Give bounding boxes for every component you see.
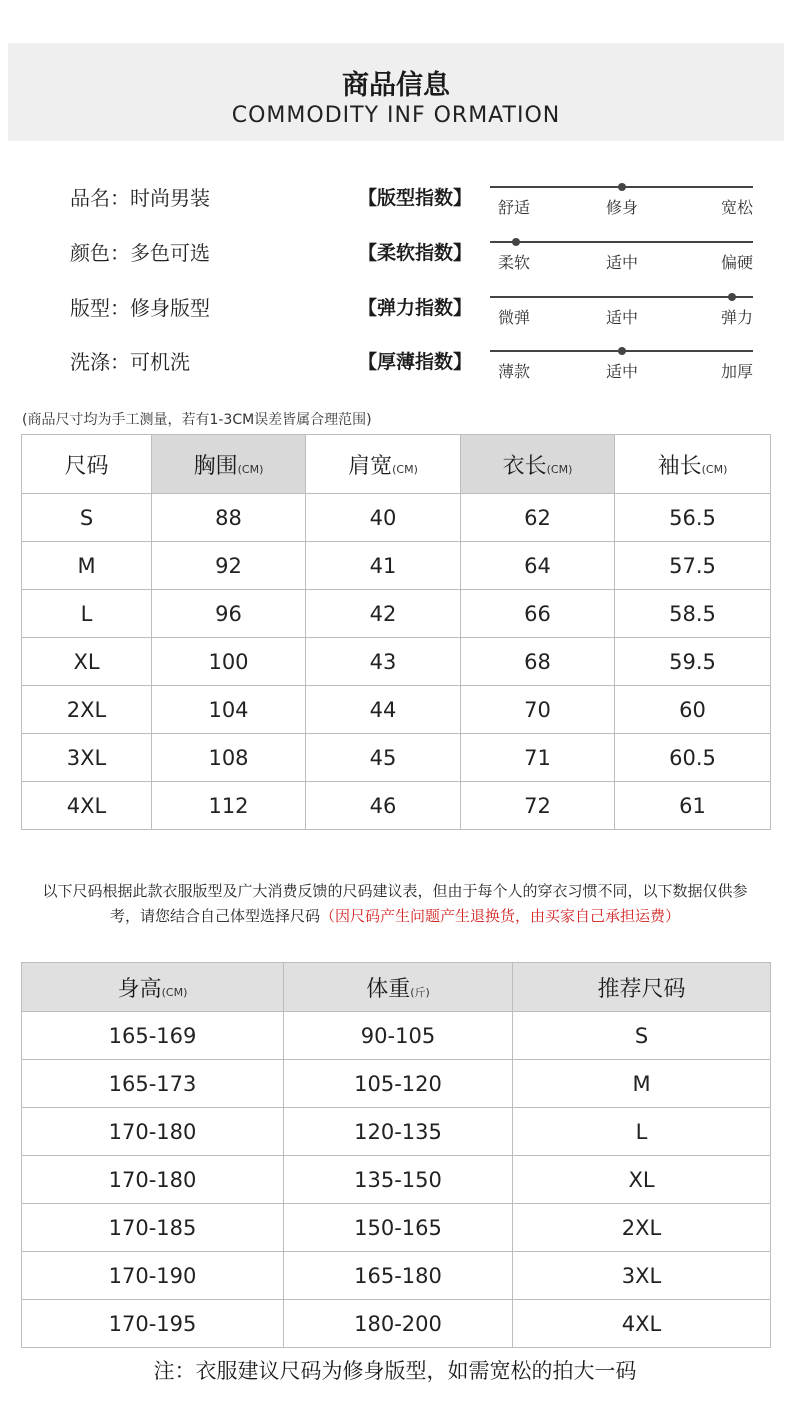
product-color: 颜色：多色可选: [70, 241, 210, 265]
scale-label-high: 宽松: [720, 198, 753, 217]
table-row: [22, 1060, 771, 1108]
table-row: [22, 782, 771, 830]
table-cell: 135-150: [284, 1156, 513, 1204]
table-cell: 43: [306, 638, 461, 686]
advice-text: 以下尺码根据此款衣服版型及广大消费反馈的尺码建议表，但由于每个人的穿衣习惯不同，以下数据仅供参考，请您结合自己体型选择尺码: [42, 882, 748, 925]
scale-label-high: 弹力: [720, 308, 753, 327]
header-cell: [461, 435, 615, 494]
product-washing: 洗涤：可机洗: [70, 350, 190, 374]
header-cell: [22, 435, 152, 494]
table-row: [22, 494, 771, 542]
page-subtitle: COMMODITY INF ORMATION: [231, 103, 561, 128]
table-cell: 88: [152, 494, 306, 542]
header-cell: [306, 435, 461, 494]
table-cell: 44: [306, 686, 461, 734]
thickness-index-label: 【厚薄指数】: [358, 351, 473, 373]
table-row: [22, 1300, 771, 1348]
header-unit: (CM): [237, 462, 264, 476]
table-cell: M: [513, 1060, 771, 1108]
scale-line: [490, 296, 753, 298]
table-cell: 112: [152, 782, 306, 830]
table-cell: 170-190: [22, 1252, 284, 1300]
scale-label-low: 舒适: [498, 198, 531, 217]
softness-index-scale: [490, 238, 753, 272]
scale-label-low: 柔软: [498, 253, 531, 272]
scale-label-mid: 适中: [606, 362, 639, 381]
header-cell: [284, 963, 513, 1012]
scale-label-mid: 适中: [606, 253, 639, 272]
header-unit: (CM): [392, 462, 418, 476]
table-cell: 58.5: [615, 590, 771, 638]
scale-label-mid: 修身: [606, 198, 639, 217]
measurement-note: (商品尺寸均为手工测量，若有1-3CM误差皆属合理范围): [22, 412, 372, 428]
fit-index-label: 【版型指数】: [358, 187, 473, 209]
scale-marker: [618, 183, 626, 191]
table-cell: S: [513, 1012, 771, 1060]
header-label: 体重: [366, 976, 411, 1002]
size-table: [21, 434, 771, 830]
table-cell: 170-180: [22, 1108, 284, 1156]
rec-table-header: [22, 963, 771, 1012]
page-title: 商品信息: [342, 70, 450, 101]
table-cell: 108: [152, 734, 306, 782]
table-row: [22, 1108, 771, 1156]
table-row: [22, 1012, 771, 1060]
table-cell: 150-165: [284, 1204, 513, 1252]
scale-label-low: 微弹: [498, 308, 531, 327]
table-cell: 92: [152, 542, 306, 590]
header-unit: (CM): [701, 462, 728, 476]
table-cell: 165-180: [284, 1252, 513, 1300]
scale-label-low: 薄款: [498, 362, 531, 381]
table-cell: 105-120: [284, 1060, 513, 1108]
elasticity-index-label: 【弹力指数】: [358, 297, 473, 319]
header-cell: [152, 435, 306, 494]
table-cell: XL: [513, 1156, 771, 1204]
table-cell: 170-195: [22, 1300, 284, 1348]
table-cell: 56.5: [615, 494, 771, 542]
table-cell: M: [22, 542, 152, 590]
table-cell: 42: [306, 590, 461, 638]
header-banner: [8, 43, 784, 141]
table-cell: 66: [461, 590, 615, 638]
header-label: 衣长: [502, 453, 547, 479]
table-row: [22, 734, 771, 782]
table-cell: 45: [306, 734, 461, 782]
scale-label-high: 加厚: [720, 362, 753, 381]
table-cell: L: [513, 1108, 771, 1156]
table-cell: 41: [306, 542, 461, 590]
thickness-index-scale: [490, 347, 753, 381]
product-name: 品名：时尚男装: [70, 186, 210, 210]
table-cell: 180-200: [284, 1300, 513, 1348]
table-cell: 57.5: [615, 542, 771, 590]
header-cell: [615, 435, 771, 494]
header-unit: (CM): [546, 462, 573, 476]
table-cell: 3XL: [513, 1252, 771, 1300]
header-label: 袖长: [657, 453, 702, 479]
header-label: 尺码: [64, 453, 109, 479]
table-cell: 96: [152, 590, 306, 638]
scale-label-mid: 适中: [606, 308, 639, 327]
footer-note: 注：衣服建议尺码为修身版型，如需宽松的拍大一码: [153, 1359, 637, 1383]
scale-marker: [618, 347, 626, 355]
table-cell: L: [22, 590, 152, 638]
header-cell: [513, 963, 771, 1012]
scale-label-high: 偏硬: [720, 253, 753, 272]
table-cell: 4XL: [22, 782, 152, 830]
table-row: [22, 1156, 771, 1204]
header-label: 胸围: [193, 453, 238, 479]
table-cell: 70: [461, 686, 615, 734]
size-advice-note: [30, 879, 760, 929]
table-cell: 3XL: [22, 734, 152, 782]
table-cell: S: [22, 494, 152, 542]
header-cell: [22, 963, 284, 1012]
table-cell: 170-180: [22, 1156, 284, 1204]
table-cell: 170-185: [22, 1204, 284, 1252]
elasticity-index-scale: [490, 293, 753, 327]
table-cell: 62: [461, 494, 615, 542]
softness-index-label: 【柔软指数】: [358, 242, 473, 264]
table-cell: 59.5: [615, 638, 771, 686]
table-cell: 165-169: [22, 1012, 284, 1060]
table-cell: 72: [461, 782, 615, 830]
table-cell: 2XL: [22, 686, 152, 734]
scale-marker: [728, 293, 736, 301]
table-row: [22, 542, 771, 590]
header-label: 肩宽: [348, 453, 393, 479]
table-cell: 100: [152, 638, 306, 686]
table-cell: 60.5: [615, 734, 771, 782]
fit-index-scale: [490, 183, 753, 217]
recommendation-table: [21, 962, 771, 1348]
table-cell: 46: [306, 782, 461, 830]
table-row: [22, 590, 771, 638]
table-cell: 90-105: [284, 1012, 513, 1060]
scale-marker: [512, 238, 520, 246]
table-cell: 60: [615, 686, 771, 734]
scale-line: [490, 241, 753, 243]
table-cell: XL: [22, 638, 152, 686]
table-row: [22, 1204, 771, 1252]
table-cell: 71: [461, 734, 615, 782]
product-fit: 版型：修身版型: [70, 296, 210, 320]
table-row: [22, 686, 771, 734]
header-label: 身高: [117, 976, 162, 1002]
table-cell: 68: [461, 638, 615, 686]
table-cell: 120-135: [284, 1108, 513, 1156]
header-unit: (CM): [161, 985, 188, 999]
table-cell: 61: [615, 782, 771, 830]
table-row: [22, 638, 771, 686]
table-row: [22, 1252, 771, 1300]
table-cell: 4XL: [513, 1300, 771, 1348]
table-cell: 2XL: [513, 1204, 771, 1252]
advice-warning: （因尺码产生问题产生退换货，由买家自己承担运费）: [320, 907, 681, 925]
table-cell: 165-173: [22, 1060, 284, 1108]
table-cell: 104: [152, 686, 306, 734]
header-unit: (斤): [410, 985, 430, 999]
header-label: 推荐尺码: [597, 976, 686, 1002]
table-cell: 64: [461, 542, 615, 590]
table-cell: 40: [306, 494, 461, 542]
size-table-header: [22, 435, 771, 494]
